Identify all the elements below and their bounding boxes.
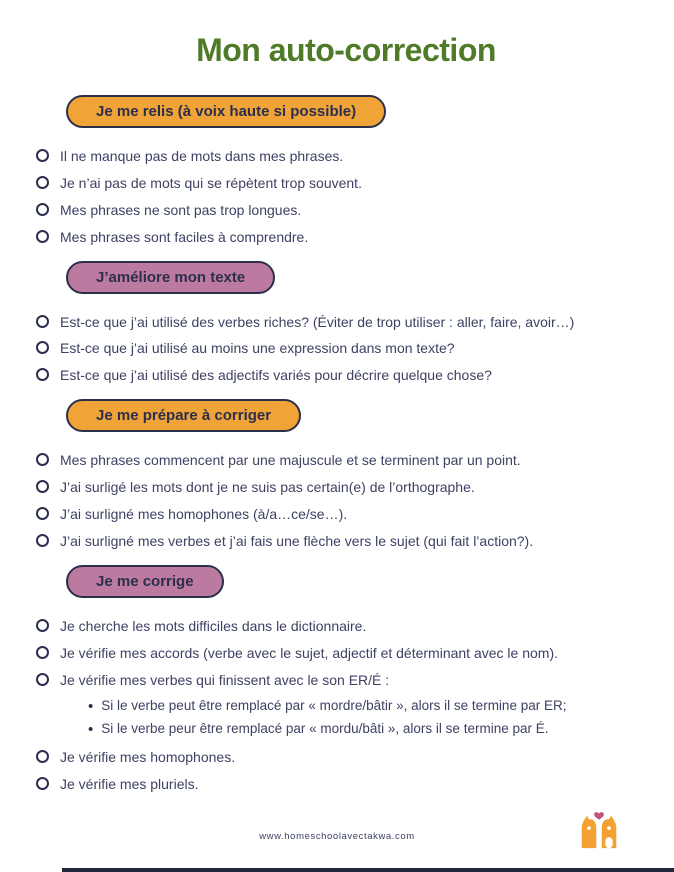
- checkbox-icon[interactable]: [36, 341, 49, 354]
- checklist-item: [36, 775, 656, 794]
- sub-bullet-text: Si le verbe peur être remplacé par « mordu/bâti », alors il se termine par É.: [101, 720, 549, 736]
- page-bottom-edge: [62, 868, 674, 872]
- sub-bullet-item: [88, 720, 656, 740]
- checklist: [36, 313, 656, 386]
- checkbox-icon[interactable]: [36, 203, 49, 216]
- checkbox-icon[interactable]: [36, 750, 49, 763]
- section-header-je-me-prepare-a-corriger: [66, 399, 301, 432]
- checklist-item: [36, 505, 656, 524]
- checkbox-icon[interactable]: [36, 480, 49, 493]
- checklist-item-text: J’ai surligné mes verbes et j’ai fais une flèche vers le sujet (qui fait l’action?).: [60, 532, 534, 549]
- section-header-jameliore-mon-texte: [66, 261, 275, 294]
- checkbox-icon[interactable]: [36, 368, 49, 381]
- checklist-item: [36, 644, 656, 663]
- section-je-me-relis: [36, 95, 656, 247]
- checklist-item-text: Je vérifie mes accords (verbe avec le sujet, adjectif et déterminant avec le nom).: [60, 644, 558, 661]
- checklist-item-text: Il ne manque pas de mots dans mes phrases.: [60, 148, 344, 164]
- checklist-item-text: Je cherche les mots difficiles dans le dictionnaire.: [60, 617, 367, 634]
- section-je-me-prepare-a-corriger: [36, 399, 656, 551]
- checklist-item-text: Je n’ai pas de mots qui se répètent trop souvent.: [60, 174, 362, 191]
- bullet-icon: [88, 720, 93, 740]
- checklist-item: [36, 478, 656, 497]
- section-header-je-me-corrige: [66, 565, 224, 598]
- checklist: [36, 451, 656, 551]
- checklist-item: [36, 617, 656, 636]
- checklist-item: [36, 366, 656, 385]
- checklist-item-text: Est-ce que j’ai utilisé des verbes riches? (Éviter de trop utiliser : aller, faire, avoir…): [60, 313, 575, 330]
- checkbox-icon[interactable]: [36, 453, 49, 466]
- checklist-item: [36, 671, 656, 690]
- checklist-item-text: Mes phrases ne sont pas trop longues.: [60, 201, 302, 218]
- checkbox-icon[interactable]: [36, 534, 49, 547]
- section-header-label: J’améliore mon texte: [96, 268, 246, 286]
- bullet-icon: [88, 697, 93, 717]
- checklist-item: [36, 532, 656, 551]
- checkbox-icon[interactable]: [36, 507, 49, 520]
- checklist-item-text: Je vérifie mes pluriels.: [60, 775, 199, 792]
- checklist-item: [36, 147, 656, 166]
- checklist-item: [36, 228, 656, 247]
- checklist-item-text: J’ai surligné mes homophones (à/a…ce/se…).: [60, 506, 348, 523]
- checklist: [36, 617, 656, 794]
- page-title: Mon auto-correction: [196, 32, 496, 68]
- section-header-label: Je me relis (à voix haute si possible): [96, 103, 357, 120]
- checklist-item: [36, 201, 656, 220]
- footer-url: www.homeschoolavectakwa.com: [259, 831, 415, 842]
- checklist-item-text: Je vérifie mes homophones.: [60, 748, 236, 765]
- sub-bullet-text: Si le verbe peut être remplacé par « mordre/bâtir », alors il se termine par ER;: [101, 698, 567, 714]
- checklist-item: [36, 174, 656, 193]
- checklist-item: [36, 313, 656, 332]
- checklist-item-text: J’ai surligé les mots dont je ne suis pas certain(e) de l’orthographe.: [60, 479, 475, 496]
- checkbox-icon[interactable]: [36, 777, 49, 790]
- checkbox-icon[interactable]: [36, 646, 49, 659]
- checklist: [36, 147, 656, 247]
- checklist-item-text: Mes phrases commencent par une majuscule et se terminent par un point.: [60, 452, 521, 469]
- checklist-item: [36, 339, 656, 358]
- checklist-item-text: Je vérifie mes verbes qui finissent avec le son ER/É :: [60, 671, 390, 688]
- section-header-label: Je me prépare à corriger: [96, 407, 272, 425]
- section-header-label: Je me corrige: [96, 572, 194, 590]
- checkbox-icon[interactable]: [36, 230, 49, 243]
- section-jameliore-mon-texte: [36, 261, 656, 386]
- checkbox-icon[interactable]: [36, 315, 49, 328]
- sub-bullet-item: [88, 697, 656, 717]
- checklist-item-text: Est-ce que j’ai utilisé des adjectifs variés pour décrire quelque chose?: [60, 367, 492, 384]
- checkbox-icon[interactable]: [36, 673, 49, 686]
- brand-logo-icon: [576, 810, 622, 850]
- checklist-item-text: Mes phrases sont faciles à comprendre.: [60, 228, 309, 245]
- checklist-item-text: Est-ce que j’ai utilisé au moins une expression dans mon texte?: [60, 340, 455, 357]
- checklist-item: [36, 451, 656, 470]
- section-je-me-corrige: [36, 565, 656, 794]
- checklist-item: [36, 748, 656, 767]
- sub-bullet-list: [88, 697, 656, 740]
- checkbox-icon[interactable]: [36, 149, 49, 162]
- checkbox-icon[interactable]: [36, 176, 49, 189]
- checkbox-icon[interactable]: [36, 619, 49, 632]
- section-header-je-me-relis: [66, 95, 386, 128]
